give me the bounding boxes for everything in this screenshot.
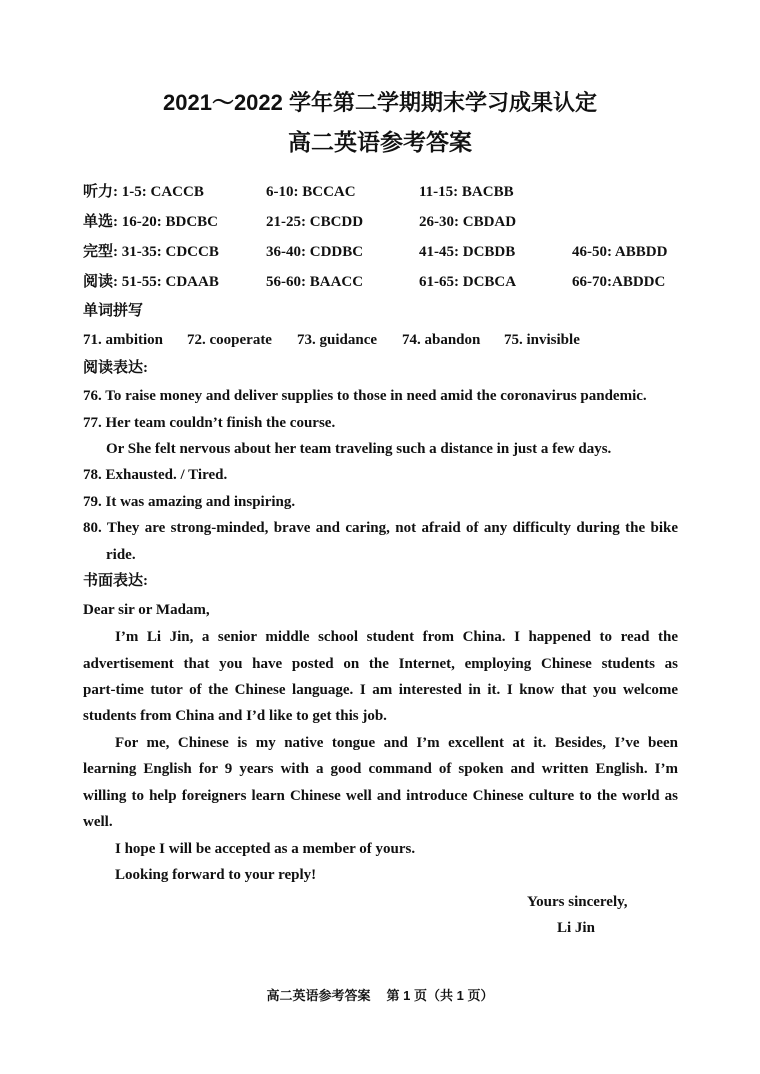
answer-77: 77. Her team couldn’t finish the course. (83, 415, 336, 431)
word-item: 72. cooperate (187, 332, 272, 348)
writing-heading: 书面表达: (83, 573, 148, 589)
answer-group: 11-15: BACBB (419, 184, 514, 200)
answer-77-alternative: Or She felt nervous about her team traveling such a distance in just a few days. (106, 441, 612, 457)
answer-group: 56-60: BAACC (266, 274, 364, 290)
footer-page-number: 第 1 页（共 1 页） (386, 988, 494, 1003)
answer-group: 1-5: CACCB (121, 184, 204, 200)
letter-hope-line: I hope I will be accepted as a member of yours. (115, 841, 416, 857)
letter-paragraph-1-line: advertisement that you have posted on the Internet, employing Chinese students as (83, 656, 678, 672)
answer-row-cloze (0, 242, 760, 262)
answer-group: 36-40: CDDBC (266, 244, 364, 260)
answer-cell (83, 242, 219, 262)
answer-group: 66-70:ABDDC (572, 274, 666, 290)
letter-paragraph-1-line: I’m Li Jin, a senior middle school student from China. I happened to read the (115, 629, 678, 645)
answer-group: 61-65: DCBCA (419, 274, 517, 290)
letter-paragraph-2-line: learning English for 9 years with a good command of spoken and written English. I’m (83, 761, 678, 777)
answer-79: 79. It was amazing and inspiring. (83, 494, 296, 510)
letter-signature: Li Jin (557, 920, 595, 936)
answer-group: 21-25: CBCDD (266, 214, 364, 230)
letter-paragraph-1-line: students from China and I’d like to get this job. (83, 708, 387, 724)
answer-80-line: ride. (106, 547, 136, 563)
footer-document-name: 高二英语参考答案 (266, 988, 371, 1003)
word-spelling-heading: 单词拼写 (83, 303, 144, 319)
word-item: 75. invisible (504, 332, 580, 348)
section-label: 单选: (83, 214, 118, 230)
section-label: 完型: (83, 244, 118, 260)
word-item: 71. ambition (83, 332, 164, 348)
letter-paragraph-2-line: For me, Chinese is my native tongue and I’m excellent at it. Besides, I’ve been (115, 735, 678, 751)
answer-78: 78. Exhausted. / Tired. (83, 467, 228, 483)
word-item: 74. abandon (402, 332, 481, 348)
letter-looking-forward-line: Looking forward to your reply! (115, 867, 317, 883)
answer-group: 31-35: CDCCB (121, 244, 219, 260)
answer-row-single-choice (0, 212, 760, 232)
document-title: 2021～2022 学年第二学期期末学习成果认定 (163, 90, 597, 115)
answer-group: 16-20: BDCBC (121, 214, 218, 230)
letter-greeting: Dear sir or Madam, (83, 602, 210, 618)
answer-row-reading (0, 272, 760, 292)
answer-cell (83, 182, 204, 202)
letter-paragraph-1-line: part-time tutor of the Chinese language. I am interested in it. I know that you welcome (83, 682, 678, 698)
section-label: 阅读: (83, 274, 118, 290)
answer-group: 6-10: BCCAC (266, 184, 356, 200)
letter-closing: Yours sincerely, (527, 894, 628, 910)
page-footer (0, 987, 760, 1005)
reading-expression-heading: 阅读表达: (83, 360, 148, 376)
word-spelling-row (0, 330, 760, 350)
document-subtitle: 高二英语参考答案 (288, 129, 472, 155)
word-item: 73. guidance (297, 332, 378, 348)
answer-80-line: 80. They are strong-minded, brave and caring, not afraid of any difficulty during the bike (83, 520, 678, 536)
section-label: 听力: (83, 184, 118, 200)
answer-group: 26-30: CBDAD (419, 214, 517, 230)
answer-cell (83, 212, 218, 232)
answer-cell (83, 272, 219, 292)
letter-paragraph-2-line: well. (83, 814, 113, 830)
answer-group: 51-55: CDAAB (121, 274, 219, 290)
answer-group: 41-45: DCBDB (419, 244, 516, 260)
answer-76: 76. To raise money and deliver supplies to those in need amid the coronavirus pandemic. (83, 388, 647, 404)
letter-paragraph-2-line: willing to help foreigners learn Chinese well and introduce Chinese culture to the world as (83, 788, 678, 804)
answer-group: 46-50: ABBDD (572, 244, 668, 260)
answer-row-listening (0, 182, 760, 202)
